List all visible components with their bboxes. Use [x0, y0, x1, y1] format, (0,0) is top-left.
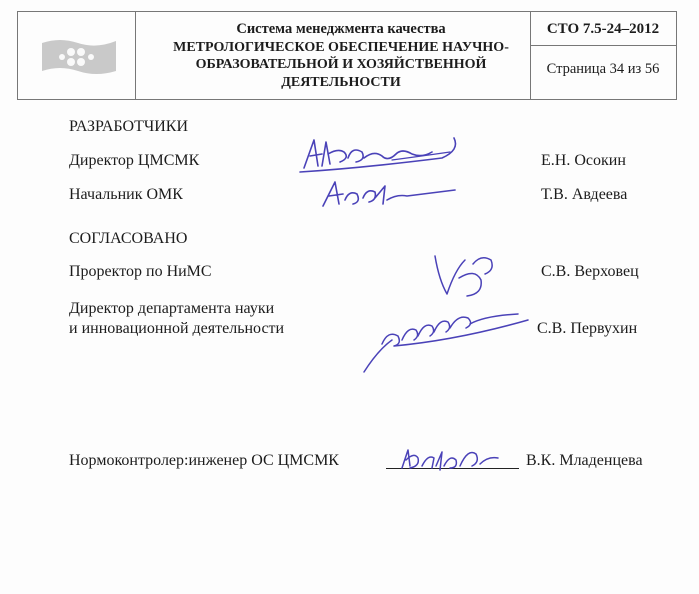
developer-position: Директор ЦМСМК [69, 152, 200, 169]
signature-pervukhin [358, 300, 538, 380]
developers-heading: РАЗРАБОТЧИКИ [69, 118, 189, 135]
title-line-2: ОБРАЗОВАТЕЛЬНОЙ И ХОЗЯЙСТВЕННОЙ [195, 57, 487, 72]
developer-position: Начальник ОМК [69, 186, 183, 203]
signature-mladentseva [396, 444, 506, 476]
document-header [17, 11, 677, 100]
header-divider [530, 45, 676, 46]
university-logo-icon [40, 35, 118, 77]
title-line-1: МЕТРОЛОГИЧЕСКОЕ ОБЕСПЕЧЕНИЕ НАУЧНО- [173, 40, 509, 55]
normcontrol-position: Нормоконтролер:инженер ОС ЦМСМК [69, 452, 339, 469]
approver-name: С.В. Первухин [537, 320, 638, 337]
page-number: Страница 34 из 56 [546, 61, 660, 77]
header-divider [135, 12, 136, 99]
approver-name: С.В. Верховец [541, 263, 639, 280]
approver-position-line-2: и инновационной деятельности [69, 320, 285, 337]
developer-name: Е.Н. Осокин [541, 152, 626, 169]
approved-heading: СОГЛАСОВАНО [69, 230, 188, 247]
normcontrol-name: В.К. Младенцева [526, 452, 643, 469]
developer-name: Т.В. Авдеева [541, 186, 628, 203]
title-line-3: ДЕЯТЕЛЬНОСТИ [281, 75, 401, 90]
approver-position-line-1: Директор департамента науки [69, 300, 275, 317]
doc-code: СТО 7.5-24–2012 [546, 21, 660, 37]
approver-position: Проректор по НиМС [69, 263, 212, 280]
signature-osokin [292, 128, 472, 178]
system-line: Система менеджмента качества [236, 21, 446, 37]
signature-avdeeva [315, 176, 465, 212]
